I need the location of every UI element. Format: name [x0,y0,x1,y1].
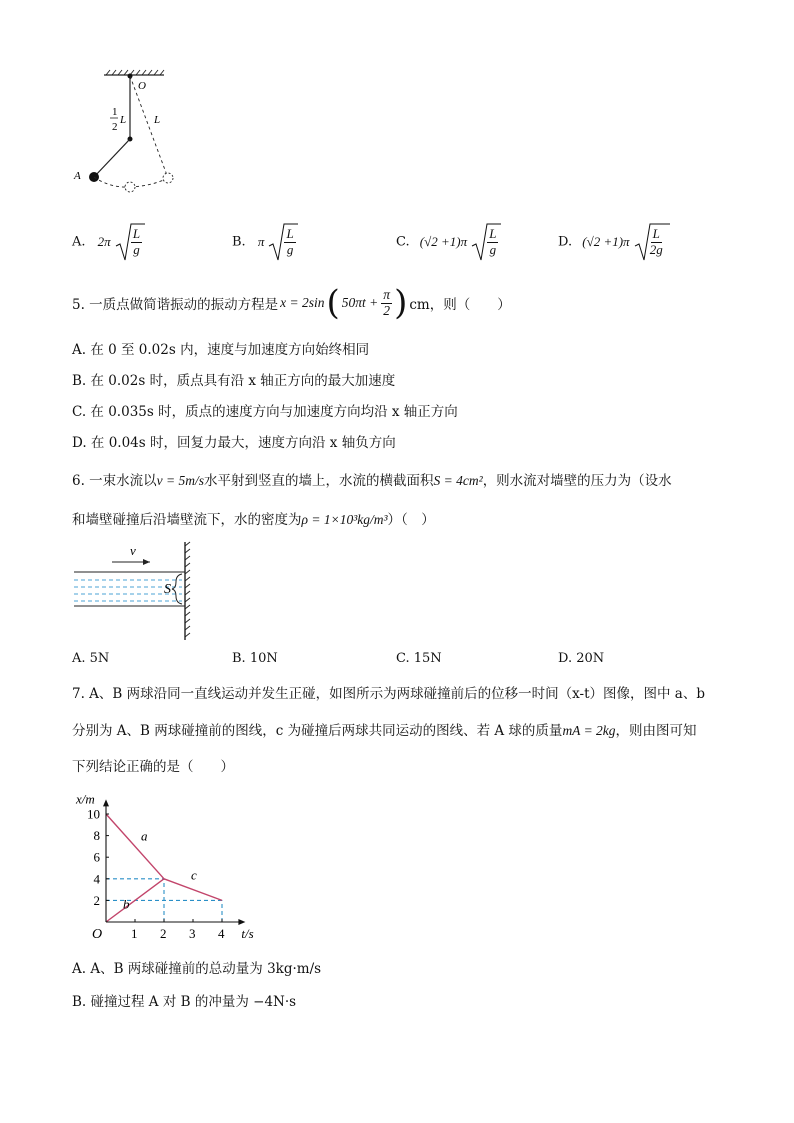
q5-frac-num: π [383,286,391,302]
q5-option-c[interactable]: C. 在 0.035s 时，质点的速度方向与加速度方向均沿 x 轴正方向 [72,404,458,420]
x-axis-arrow [238,919,245,925]
q7-stem-line1: 7. A、B 两球沿同一直线运动并发生正碰，如图所示为两球碰撞前后的位移一时间（x-t）图像，图中 a、b [72,686,705,702]
q6-velocity: v = 5m/s [156,473,205,488]
q5-eq-lhs: x = 2sin [280,295,325,310]
frac-den: g [286,241,294,257]
brace [172,574,182,604]
velocity-arrowhead [143,559,150,565]
frac-num: L [132,226,141,242]
q5-eq-inner: 50πt + [341,295,379,310]
q6-option-c[interactable]: C. 15N [396,651,442,666]
series-a-label: a [141,828,148,844]
y-axis-arrow [103,799,109,806]
q6-text: 和墙壁碰撞后沿墙壁流下，水的密度为 [72,512,302,528]
option-coef: (√2 +1)π [582,233,630,249]
series-a-line [106,814,164,879]
pendulum-figure [70,68,200,196]
label-A: A [74,170,81,182]
q4-option-b[interactable] [232,222,296,262]
origin-label: O [92,927,103,942]
series-c-label: c [191,867,197,883]
label-O: O [138,80,146,92]
paren-right: ) [394,283,408,323]
label-L-short: L [120,114,127,126]
q7-stem-line2 [72,719,697,739]
q6-text: 水平射到竖直的墙上，水流的横截面积 [204,473,434,489]
q5-option-a[interactable]: A. 在 0 至 0.02s 内，速度与加速度方向始终相同 [72,342,370,358]
frac-num: L [489,226,497,242]
label-half-den: 2 [112,121,118,133]
y-tick-label: 10 [87,806,100,822]
frac-den: g [133,241,140,257]
q6-density: ρ = 1×10³kg/m³ [301,512,388,527]
wall-hatching [185,542,190,637]
q6-text: ，则水流对墙壁的压力为（设水 [482,473,672,489]
q7-mass: mA = 2kg [562,723,616,738]
option-letter: B. [232,234,246,250]
label-v: v [130,543,136,558]
arc-left [94,177,130,187]
frac-num: L [286,226,294,242]
q5-stem [72,283,511,323]
ball-bottom [125,182,135,192]
q6-text: 6. 一束水流以 [72,473,157,489]
q6-stem-line1 [72,469,672,489]
q7-option-a[interactable]: A. A、B 两球碰撞前的总动量为 3kg·m/s [72,961,322,977]
q6-area: S = 4cm² [433,473,483,488]
q4-option-a[interactable] [72,222,142,262]
y-tick-label: 2 [93,892,100,908]
q6-option-b[interactable]: B. 10N [232,651,278,666]
q6-text: ）（ ） [387,512,435,528]
y-tick-label: 4 [93,871,100,887]
q5-option-b[interactable]: B. 在 0.02s 时，质点具有沿 x 轴正方向的最大加速度 [72,373,396,389]
water-jet-figure [70,540,200,644]
label-S: S [164,582,171,597]
xt-chart [72,780,272,946]
q6-option-d[interactable]: D. 20N [558,651,605,666]
y-tick-label: 6 [93,849,100,865]
frac-den: 2g [649,241,663,257]
q7-text: ，则由图可知 [615,723,697,739]
q7-text: 分别为 A、B 两球碰撞前的图线，c 为碰撞后两球共同运动的图线、若 A 球的质量 [72,723,563,739]
x-tick-label: 3 [189,926,196,941]
label-half-num: 1 [112,106,118,118]
x-axis-label: t/s [241,926,254,941]
q5-stem-prefix: 5. 一质点做简谐振动的振动方程是 [72,297,279,313]
option-coef: π [257,233,265,249]
q6-option-a[interactable]: A. 5N [72,651,110,666]
option-letter: A. [72,234,86,250]
option-letter: D. [558,234,573,250]
ceiling-hatching [106,70,164,75]
q5-frac-den: 2 [383,302,391,318]
y-axis-label: x/m [76,791,95,807]
paren-left: ( [326,283,340,323]
q4-option-c[interactable] [396,222,498,262]
x-tick-label: 4 [218,926,225,941]
y-tick-label: 8 [93,828,100,844]
q7-option-b[interactable]: B. 碰撞过程 A 对 B 的冲量为 −4N·s [72,994,297,1010]
arc-right [130,178,168,187]
q4-option-d[interactable] [558,222,663,262]
frac-den: g [489,241,497,257]
q7-stem-line3: 下列结论正确的是（ ） [72,759,234,775]
frac-num: L [652,226,660,242]
x-tick-label: 2 [160,926,167,941]
series-b-label: b [123,896,130,912]
label-L-long: L [154,114,161,126]
option-coef: (√2 +1)π [419,233,468,249]
q5-option-d[interactable]: D. 在 0.04s 时，回复力最大，速度方向沿 x 轴负方向 [72,435,396,451]
string-dashed [130,76,168,178]
ball-right [163,173,173,183]
q6-stem-line2 [72,508,435,528]
x-tick-label: 1 [131,926,138,941]
option-letter: C. [396,234,410,250]
q5-eq-unit: cm，则（ ） [409,297,511,313]
string-lower [94,139,130,177]
option-coef: 2π [97,233,111,249]
